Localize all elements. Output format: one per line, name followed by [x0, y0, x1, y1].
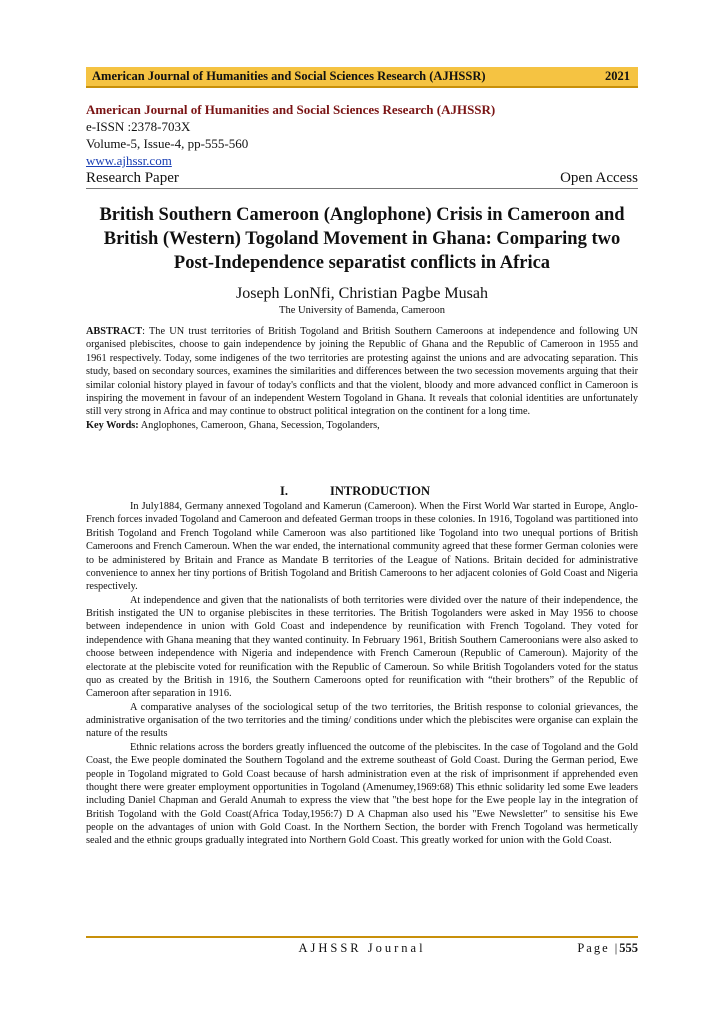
keywords-text: Anglophones, Cameroon, Ghana, Secession, Togolanders, [138, 419, 380, 431]
journal-name: American Journal of Humanities and Social Sciences Research (AJHSSR) [86, 102, 496, 117]
section-number: I. [280, 484, 288, 498]
access-type: Open Access [560, 170, 638, 186]
running-header [86, 67, 638, 88]
footer-journal: AJHSSR Journal [298, 941, 426, 955]
paper-title: British Southern Cameroon (Anglophone) Crisis in Cameroon and British (Western) Togoland Movement in Ghana: Comparing two Post-Independence separatist conflicts in Africa [99, 205, 625, 273]
footer-page [577, 941, 638, 956]
body-paragraph: In July1884, Germany annexed Togoland and Kamerun (Cameroon). When the First World War started in Europe, Anglo-French forces invaded Togoland and Cameroon and defeated German troops in these colonies. In 1916, Togoland was partitioned into British Togoland and French Togoland while Cameroon was also partitioned like Togoland into two unequal portions of British Cameroons and French Cameroun. When the war ended, the international community agreed that these former German colonies were to be administered by Britain and France as Mandate B territories of the League of Nations. Britain decided for administrative convenience to annex her tiny portions of British Togoland and British Cameroons to her adjacent colonies of Gold Coast and Nigeria respectively. [86, 501, 638, 593]
paper-type: Research Paper [86, 170, 179, 186]
abstract-paragraph [86, 325, 638, 419]
running-header-year: 2021 [605, 69, 630, 83]
authors: Joseph LonNfi, Christian Pagbe Musah [236, 285, 488, 302]
abstract-block [86, 325, 638, 432]
affiliation: The University of Bamenda, Cameroon [279, 305, 445, 316]
eissn: e-ISSN :2378-703X [86, 119, 191, 134]
footer-rule [86, 936, 638, 938]
volume-info: Volume-5, Issue-4, pp-555-560 [86, 136, 249, 151]
body-paragraph: A comparative analyses of the sociological setup of the two territories, the British response to colonial grievances, the administrative organisation of the two territories and the timing/ conditions under which the plebiscites were organise can explain the nature of the results [86, 701, 638, 740]
section-title: INTRODUCTION [330, 484, 431, 498]
footer-page-number: 555 [619, 941, 638, 955]
keywords-paragraph [86, 419, 638, 432]
body-paragraph: Ethnic relations across the borders greatly influenced the outcome of the plebiscites. In the case of Togoland and the Gold Coast, the Ewe people dominated the Southern Togoland and the extreme southeast of Gold Coast. During the German period, Ewe people in Togoland migrated to Gold Coast because of harsh administration even at the risk of imprisonment if apprehended even thought there were greater employment opportunities in Togoland (Amenumey,1969:68) This ethnic solidarity led some Ewe leaders including Daniel Chapman and Gerald Anumah to express the view that "the best hope for the Ewe people lay in the integration of British Togoland with the Gold Coast(Africa Today,1956:7) D A Chapman also used his "Ewe Newsletter" to sensitise his Ewe people on the advantages of union with Gold Coast. In the Northern Section, the border with French Togoland was hermetically sealed and the ethnic groups gradually integrated into Northern Gold Coast. This greatly worked for union with the Gold Coast. [86, 741, 638, 847]
paper-type-row [86, 170, 638, 189]
journal-meta [86, 101, 638, 189]
abstract-text: : The UN trust territories of British Togoland and British Southern Cameroons at independence and following UN organised plebiscites, choose to gain independence by joining the Republic of Ghana and the Republic of Cameroon in 1955 and 1961 respectively. Today, some indigenes of the two territories are protesting against the unions and are advocating separation. This study, based on secondary sources, examines the similarities and differences between the two secession movements arguing that their similar colonial history played in favour of today's conflicts and that the violent, bloody and more advanced conflict in Cameroon is inspiring the movement in favour of an independent Western Togoland in Ghana. It reveals that colonial identities are unfortunately still very strong in Africa and may continue to obstruct political integration on the continent for a long time. [86, 326, 638, 418]
abstract-label: ABSTRACT [86, 326, 143, 337]
running-header-journal: American Journal of Humanities and Social Sciences Research (AJHSSR) [92, 69, 486, 83]
footer-page-label: Page | [577, 941, 620, 955]
journal-url-link[interactable]: www.ajhssr.com [86, 153, 172, 168]
keywords-label: Key Words: [86, 419, 139, 431]
body-text [86, 500, 638, 848]
body-paragraph: At independence and given that the nationalists of both territories were divided over the nature of their independence, the British instigated the UN to organise plebiscites in these territories. The British Togolanders were asked in May 1956 to choose between independence in union with Gold Coast and independence by reunification with French Togoland. They voted for independence with Ghana meaning that they wanted continuity. In February 1961, British Southern Cameroonians were also asked to choose between independence with Nigeria and independence with French Cameroun (Republic of Cameroun). Majority of the electorate at the plebiscite voted for reunification with the Republic of Cameroun. So while British Togolanders voted for the status quo as created by the British in 1916, the Southern Cameroons opted for reunification with “their brothers” of the Republic of Cameroon after separation in 1916. [86, 594, 638, 700]
